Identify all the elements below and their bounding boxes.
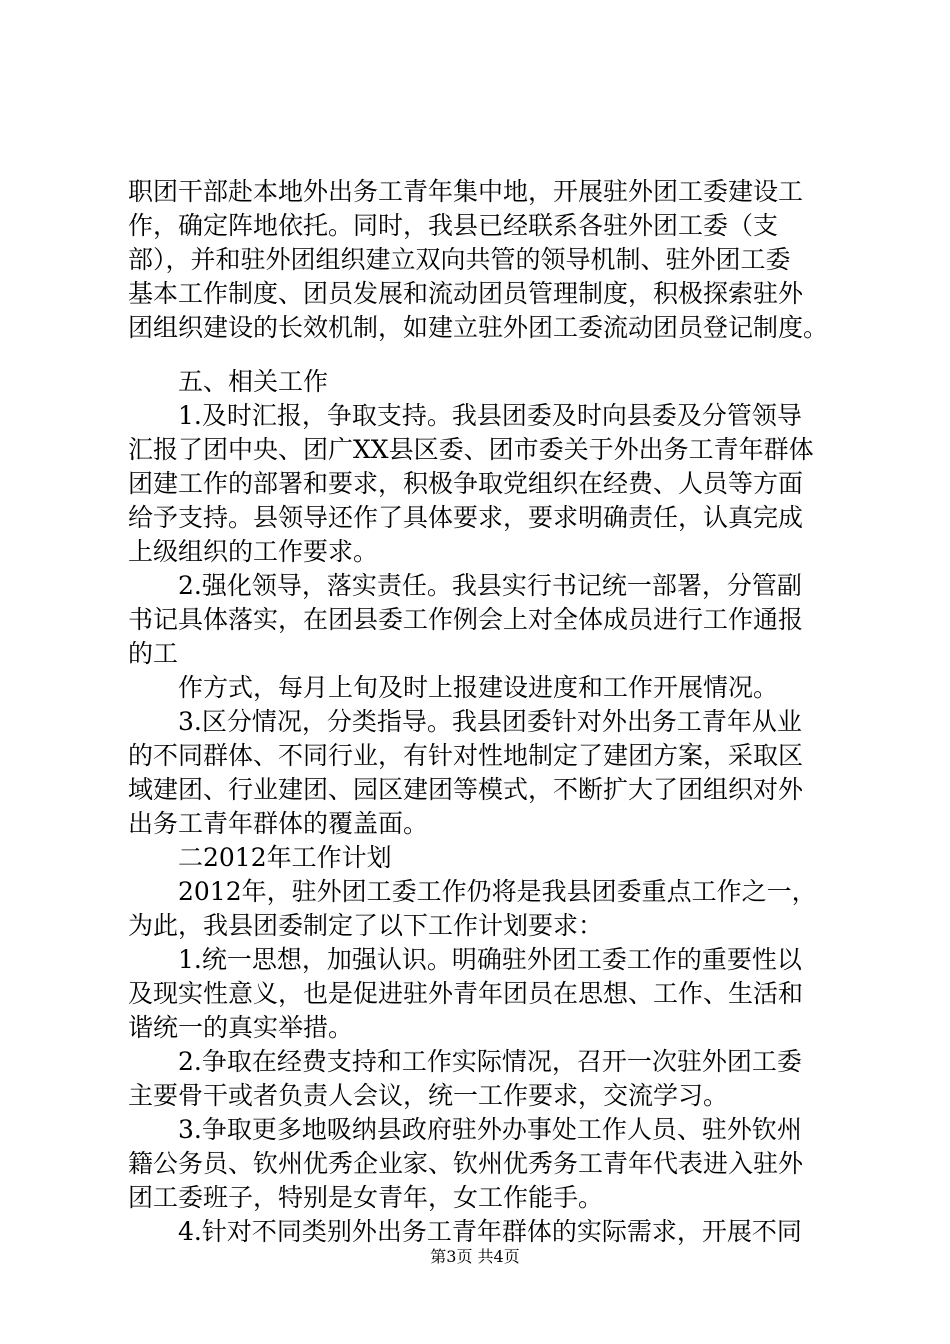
- paragraph-line: 1.及时汇报，争取支持。我县团委及时向县委及分管领导: [178, 401, 802, 430]
- page-number-footer: 第3页 共4页: [430, 1247, 520, 1266]
- paragraph-line: 的工: [128, 639, 179, 668]
- paragraph-line: 基本工作制度、团员发展和流动团员管理制度，积极探索驻外: [128, 279, 804, 308]
- paragraph-line: 部），并和驻外团组织建立双向共管的领导机制、驻外团工委: [128, 245, 791, 274]
- paragraph-line: 2.强化领导，落实责任。我县实行书记统一部署，分管副: [178, 571, 802, 600]
- paragraph-line: 作，确定阵地依托。同时，我县已经联系各驻外团工委（支: [128, 211, 779, 240]
- section-heading: 二2012年工作计划: [178, 843, 392, 872]
- paragraph-line: 4.针对不同类别外出务工青年群体的实际需求，开展不同: [178, 1217, 802, 1246]
- paragraph-line: 上级组织的工作要求。: [128, 537, 379, 566]
- document-body: [128, 175, 828, 1249]
- paragraph-line: 为此，我县团委制定了以下工作计划要求：: [128, 911, 604, 940]
- paragraph-line: 域建团、行业建团、园区建团等模式，不断扩大了团组织对外: [128, 775, 804, 804]
- paragraph-gap: [128, 345, 828, 365]
- paragraph-line: 主要骨干或者负责人会议，统一工作要求，交流学习。: [128, 1081, 729, 1110]
- paragraph-line: 3.区分情况，分类指导。我县团委针对外出务工青年从业: [178, 707, 802, 736]
- paragraph-line: 1.统一思想，加强认识。明确驻外团工委工作的重要性以: [178, 945, 802, 974]
- paragraph-line: 作方式，每月上旬及时上报建设进度和工作开展情况。: [178, 673, 779, 702]
- paragraph-line: 籍公务员、钦州优秀企业家、钦州优秀务工青年代表进入驻外: [128, 1149, 804, 1178]
- paragraph-line: 及现实性意义，也是促进驻外青年团员在思想、工作、生活和: [128, 979, 804, 1008]
- paragraph-line: 2.争取在经费支持和工作实际情况，召开一次驻外团工委: [178, 1047, 802, 1076]
- paragraph-line: 出务工青年群体的覆盖面。: [128, 809, 429, 838]
- paragraph-line: 2012年，驻外团工委工作仍将是我县团委重点工作之一，: [178, 877, 817, 906]
- paragraph-line: 职团干部赴本地外出务工青年集中地，开展驻外团工委建设工: [128, 177, 804, 206]
- paragraph-line: 的不同群体、不同行业，有针对性地制定了建团方案，采取区: [128, 741, 804, 770]
- paragraph-line: 团工委班子，特别是女青年，女工作能手。: [128, 1183, 604, 1212]
- paragraph-line: 团组织建设的长效机制，如建立驻外团工委流动团员登记制度。: [128, 313, 829, 342]
- paragraph-line: 3.争取更多地吸纳县政府驻外办事处工作人员、驻外钦州: [178, 1115, 802, 1144]
- paragraph-line: 团建工作的部署和要求，积极争取党组织在经费、人员等方面: [128, 469, 804, 498]
- paragraph-line: 书记具体落实，在团县委工作例会上对全体成员进行工作通报: [128, 605, 804, 634]
- paragraph-line: 汇报了团中央、团广XX县区委、团市委关于外出务工青年群体: [128, 435, 814, 464]
- paragraph-line: 谐统一的真实举措。: [128, 1013, 354, 1042]
- section-heading: 五、相关工作: [178, 367, 329, 396]
- paragraph-line: 给予支持。县领导还作了具体要求，要求明确责任，认真完成: [128, 503, 804, 532]
